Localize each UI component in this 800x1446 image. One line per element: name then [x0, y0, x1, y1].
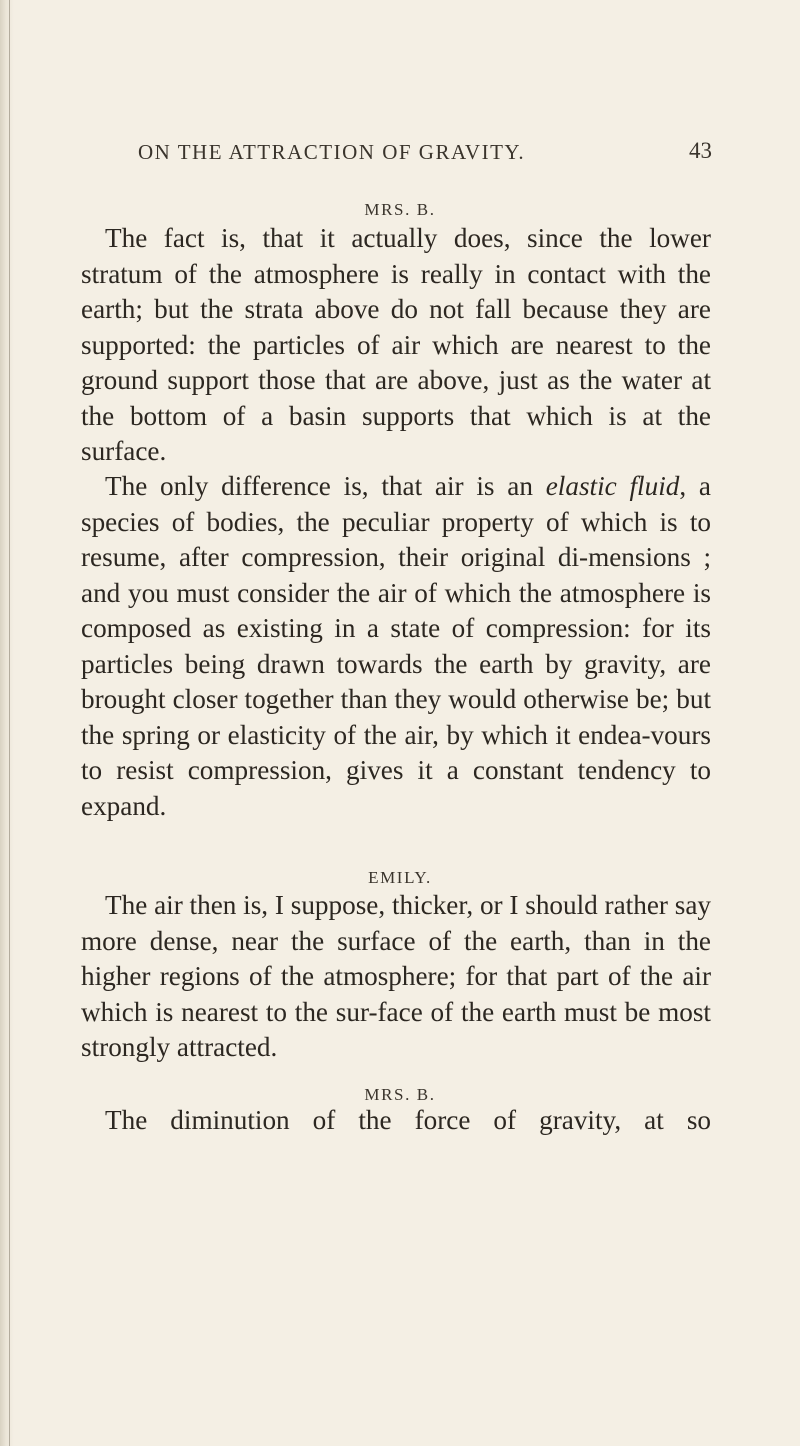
paragraph-text: The diminution of the force of gravity, at so: [105, 1105, 711, 1135]
speaker-label: EMILY.: [368, 868, 432, 887]
emphasis-text: elastic fluid: [545, 471, 680, 501]
paragraph-text: [81, 469, 711, 824]
speaker-label: MRS. B.: [364, 200, 436, 219]
paragraph: [81, 221, 711, 470]
paragraph: [81, 469, 711, 824]
paragraph-text: The air then is, I suppose, thicker, or I should rather say more dense, near the surface of the earth, than in the higher regions of the atmosphere; for that part of the air which is nearest to the sur-face of the earth must be most strongly attracted.: [81, 890, 711, 1062]
paragraph-text-rest: , a species of bodies, the peculiar property of which is to resume, after compression, their original di-mensions ; and you must consider the air of which the atmosphere is composed as existing in a state of compression: for its particles being drawn towards the earth by gravity, are brought closer together than they would otherwise be; but the spring or elasticity of the air, by which it endea-vours to resist compression, gives it a constant tendency to expand.: [81, 471, 711, 821]
running-head-title: ON THE ATTRACTION OF GRAVITY.: [138, 140, 526, 164]
paragraph-text: The fact is, that it actually does, since the lower stratum of the atmosphere is really in contact with the earth; but the strata above do not fall because they are supported: the particles of air which are nearest to the ground support those that are above, just as the water at the bottom of a basin supports that which is at the surface.: [81, 223, 711, 466]
speaker-label: MRS. B.: [364, 1085, 436, 1104]
page-number: 43: [689, 138, 712, 163]
paragraph-text-start: The only difference is, that air is an: [105, 471, 546, 501]
paragraph: [81, 888, 711, 1066]
